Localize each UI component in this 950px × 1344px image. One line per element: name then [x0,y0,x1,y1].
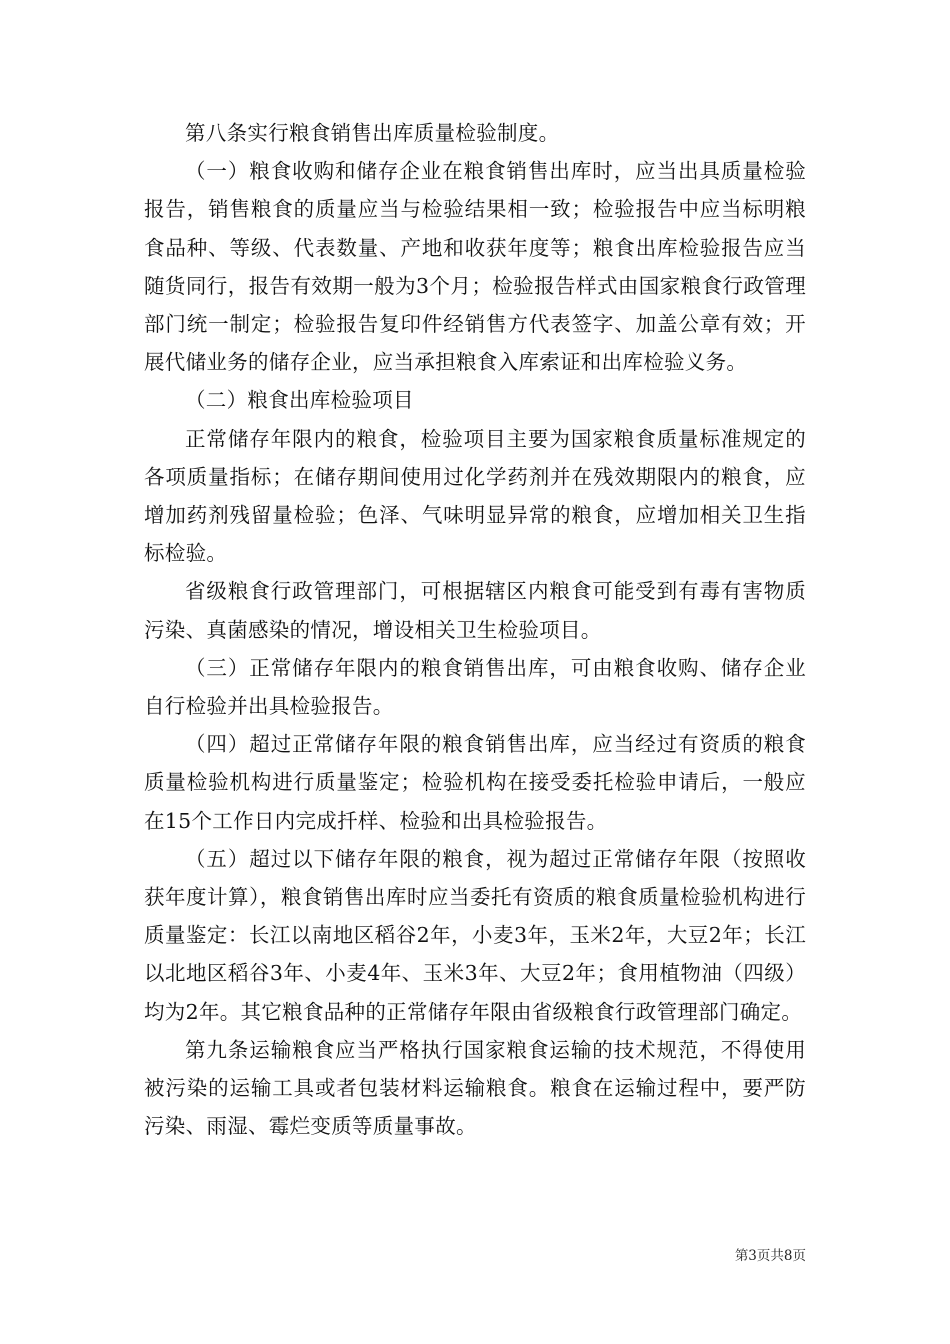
clause-2-heading: （二）粮食出库检验项目 [185,388,414,413]
clause-3-paragraph: （三）正常储存年限内的粮食销售出库，可由粮食收购、储存企业自行检验并出具检验报告。 [144,655,806,719]
document-body [144,114,806,1145]
article-9-paragraph: 第九条运输粮食应当严格执行国家粮食运输的技术规范，不得使用被污染的运输工具或者包装材料运输粮食。粮食在运输过程中，要严防污染、雨湿、霉烂变质等质量事故。 [144,1037,806,1139]
clause-1-paragraph: （一）粮食收购和储存企业在粮食销售出库时，应当出具质量检验报告，销售粮食的质量应当与检验结果相一致；检验报告中应当标明粮食品种、等级、代表数量、产地和收获年度等；粮食出库检验报告应当随货同行，报告有效期一般为3个月；检验报告样式由国家粮食行政管理部门统一制定；检验报告复印件经销售方代表签字、加盖公章有效；开展代储业务的储存企业，应当承担粮食入库索证和出库检验义务。 [144,159,806,375]
article-8-heading: 第八条实行粮食销售出库质量检验制度。 [185,121,560,145]
clause-5-paragraph: （五）超过以下储存年限的粮食，视为超过正常储存年限（按照收获年度计算），粮食销售出库时应当委托有资质的粮食质量检验机构进行质量鉴定：长江以南地区稻谷2年，小麦3年，玉米2年，大豆2年；长江以北地区稻谷3年、小麦4年、玉米3年、大豆2年；食用植物油（四级）均为2年。其它粮食品种的正常储存年限由省级粮食行政管理部门确定。 [144,846,806,1024]
clause-4-paragraph: （四）超过正常储存年限的粮食销售出库，应当经过有资质的粮食质量检验机构进行质量鉴定；检验机构在接受委托检验申请后，一般应在15个工作日内完成扦样、检验和出具检验报告。 [144,732,806,833]
provincial-paragraph: 省级粮食行政管理部门，可根据辖区内粮食可能受到有毒有害物质污染、真菌感染的情况，增设相关卫生检验项目。 [144,579,806,642]
page-number: 第3页共8页 [734,1248,806,1264]
clause-2-paragraph: 正常储存年限内的粮食，检验项目主要为国家粮食质量标准规定的各项质量指标；在储存期间使用过化学药剂并在残效期限内的粮食，应增加药剂残留量检验；色泽、气味明显异常的粮食，应增加相关卫生指标检验。 [144,426,806,566]
